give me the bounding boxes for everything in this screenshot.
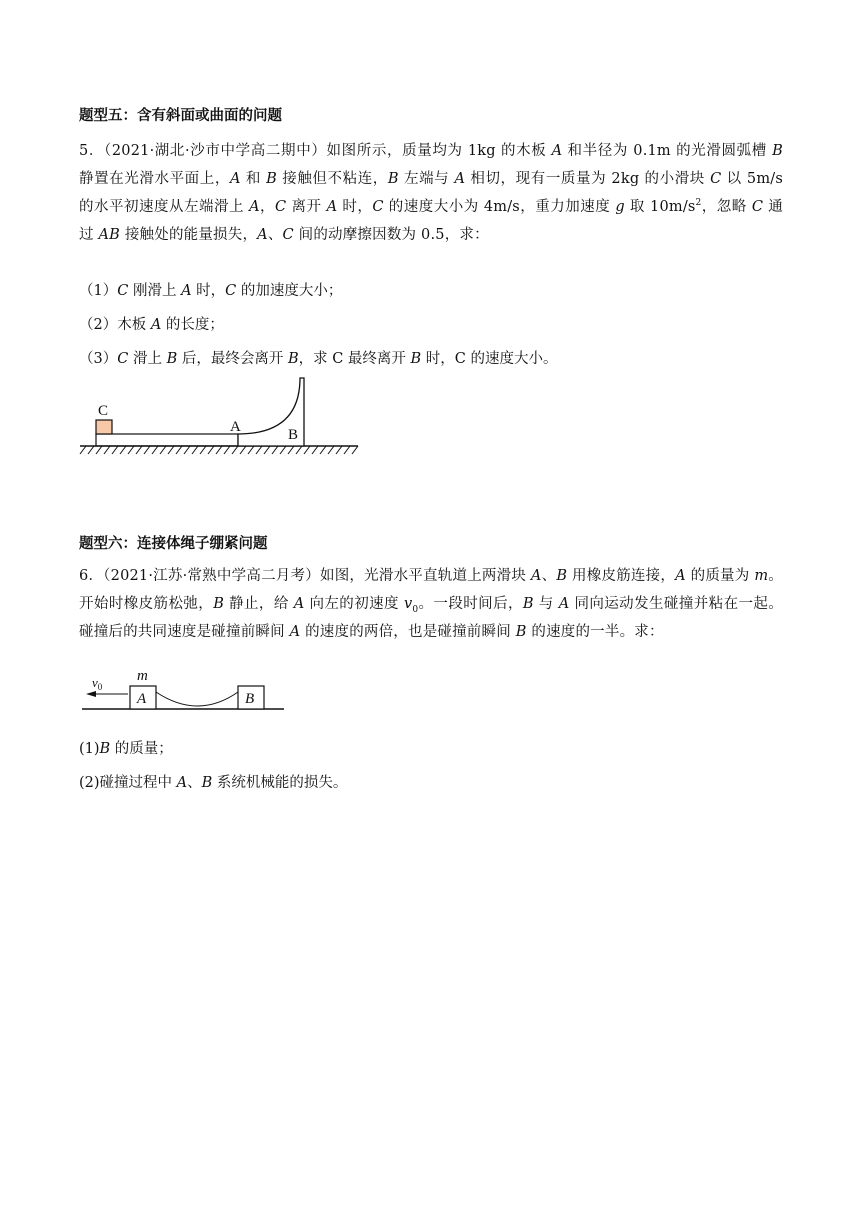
hatch-mark bbox=[344, 446, 350, 454]
hatch-mark bbox=[288, 446, 294, 454]
section-heading-5: 题型五：含有斜面或曲面的问题 bbox=[79, 108, 282, 124]
hatch-mark bbox=[208, 446, 214, 454]
hatch-mark bbox=[232, 446, 238, 454]
hatch-mark bbox=[304, 446, 310, 454]
hatch-mark bbox=[248, 446, 254, 454]
hatch-mark bbox=[240, 446, 246, 454]
question-5-3: （3）C 滑上 B 后，最终会离开 B，求 C 最终离开 B 时，C 的速度大小。 bbox=[79, 351, 558, 367]
section-heading-6: 题型六：连接体绳子绷紧问题 bbox=[79, 536, 268, 552]
problem-5-text: 5．（2021·湖北·沙市中学高二期中）如图所示，质量均为 1kg 的木板 A 和半径为 0.1m 的光滑圆弧槽 B 静置在光滑水平面上，A 和 B 接触但不粘连，B 左端与 A 相切，现有一质量为 2kg 的小滑块 C 以 5m/s 的水平初速度从左端滑上 A，C 离开 A 时，C 的速度大小为 4m/s，重力加速度 g 取 $10m/s^2$，忽略 C 通过 AB 接触处的能量损失，A、C 间的动摩擦因数为 0.5，求： bbox=[79, 143, 784, 243]
hatch-mark bbox=[184, 446, 190, 454]
hatch-mark bbox=[224, 446, 230, 454]
hatch-mark bbox=[256, 446, 262, 454]
hatch-mark bbox=[136, 446, 142, 454]
hatch-mark bbox=[144, 446, 150, 454]
block-c bbox=[96, 420, 112, 434]
hatch-mark bbox=[312, 446, 318, 454]
hatch-mark bbox=[352, 446, 358, 454]
hatch-mark bbox=[80, 446, 86, 454]
rubber-band bbox=[156, 692, 238, 706]
label-c: C bbox=[98, 403, 109, 419]
board-a bbox=[96, 434, 238, 446]
figure-two-sliders-rubber-band bbox=[82, 668, 292, 716]
question-5-2: （2）木板 A 的长度； bbox=[79, 317, 224, 333]
label-slider-b: B bbox=[245, 691, 255, 707]
label-m: m bbox=[137, 668, 148, 684]
hatch-mark bbox=[264, 446, 270, 454]
hatch-mark bbox=[96, 446, 102, 454]
problem-6-text: 6．（2021·江苏·常熟中学高二月考）如图，光滑水平直轨道上两滑块 A、B 用橡皮筋连接，A 的质量为 m。开始时橡皮筋松弛，B 静止，给 A 向左的初速度 $v_0$。一段时间后，B 与 A 同向运动发生碰撞并粘在一起。碰撞后的共同速度是碰撞前瞬间 A 的速度的两倍，也是碰撞前瞬间 B 的速度的一半。求： bbox=[79, 568, 784, 640]
arrow-head-icon bbox=[86, 691, 96, 697]
hatch-mark bbox=[192, 446, 198, 454]
label-b: B bbox=[288, 427, 299, 443]
hatch-mark bbox=[272, 446, 278, 454]
hatch-mark bbox=[128, 446, 134, 454]
hatch-mark bbox=[280, 446, 286, 454]
hatch-mark bbox=[104, 446, 110, 454]
hatch-mark bbox=[328, 446, 334, 454]
hatch-mark bbox=[160, 446, 166, 454]
hatch-mark bbox=[320, 446, 326, 454]
hatch-mark bbox=[336, 446, 342, 454]
figure-board-and-arc-groove bbox=[78, 374, 368, 464]
hatch-mark bbox=[216, 446, 222, 454]
label-a: A bbox=[230, 419, 241, 435]
label-v0: $v_0$ bbox=[92, 675, 103, 692]
ground-hatching bbox=[80, 446, 358, 454]
hatch-mark bbox=[200, 446, 206, 454]
hatch-mark bbox=[88, 446, 94, 454]
question-6-1: (1)B 的质量； bbox=[79, 741, 173, 757]
hatch-mark bbox=[112, 446, 118, 454]
hatch-mark bbox=[176, 446, 182, 454]
hatch-mark bbox=[168, 446, 174, 454]
hatch-mark bbox=[152, 446, 158, 454]
label-slider-a: A bbox=[137, 691, 147, 707]
hatch-mark bbox=[120, 446, 126, 454]
hatch-mark bbox=[296, 446, 302, 454]
question-5-1: （1）C 刚滑上 A 时，C 的加速度大小； bbox=[79, 283, 343, 299]
question-6-2: (2)碰撞过程中 A、B 系统机械能的损失。 bbox=[79, 775, 348, 791]
